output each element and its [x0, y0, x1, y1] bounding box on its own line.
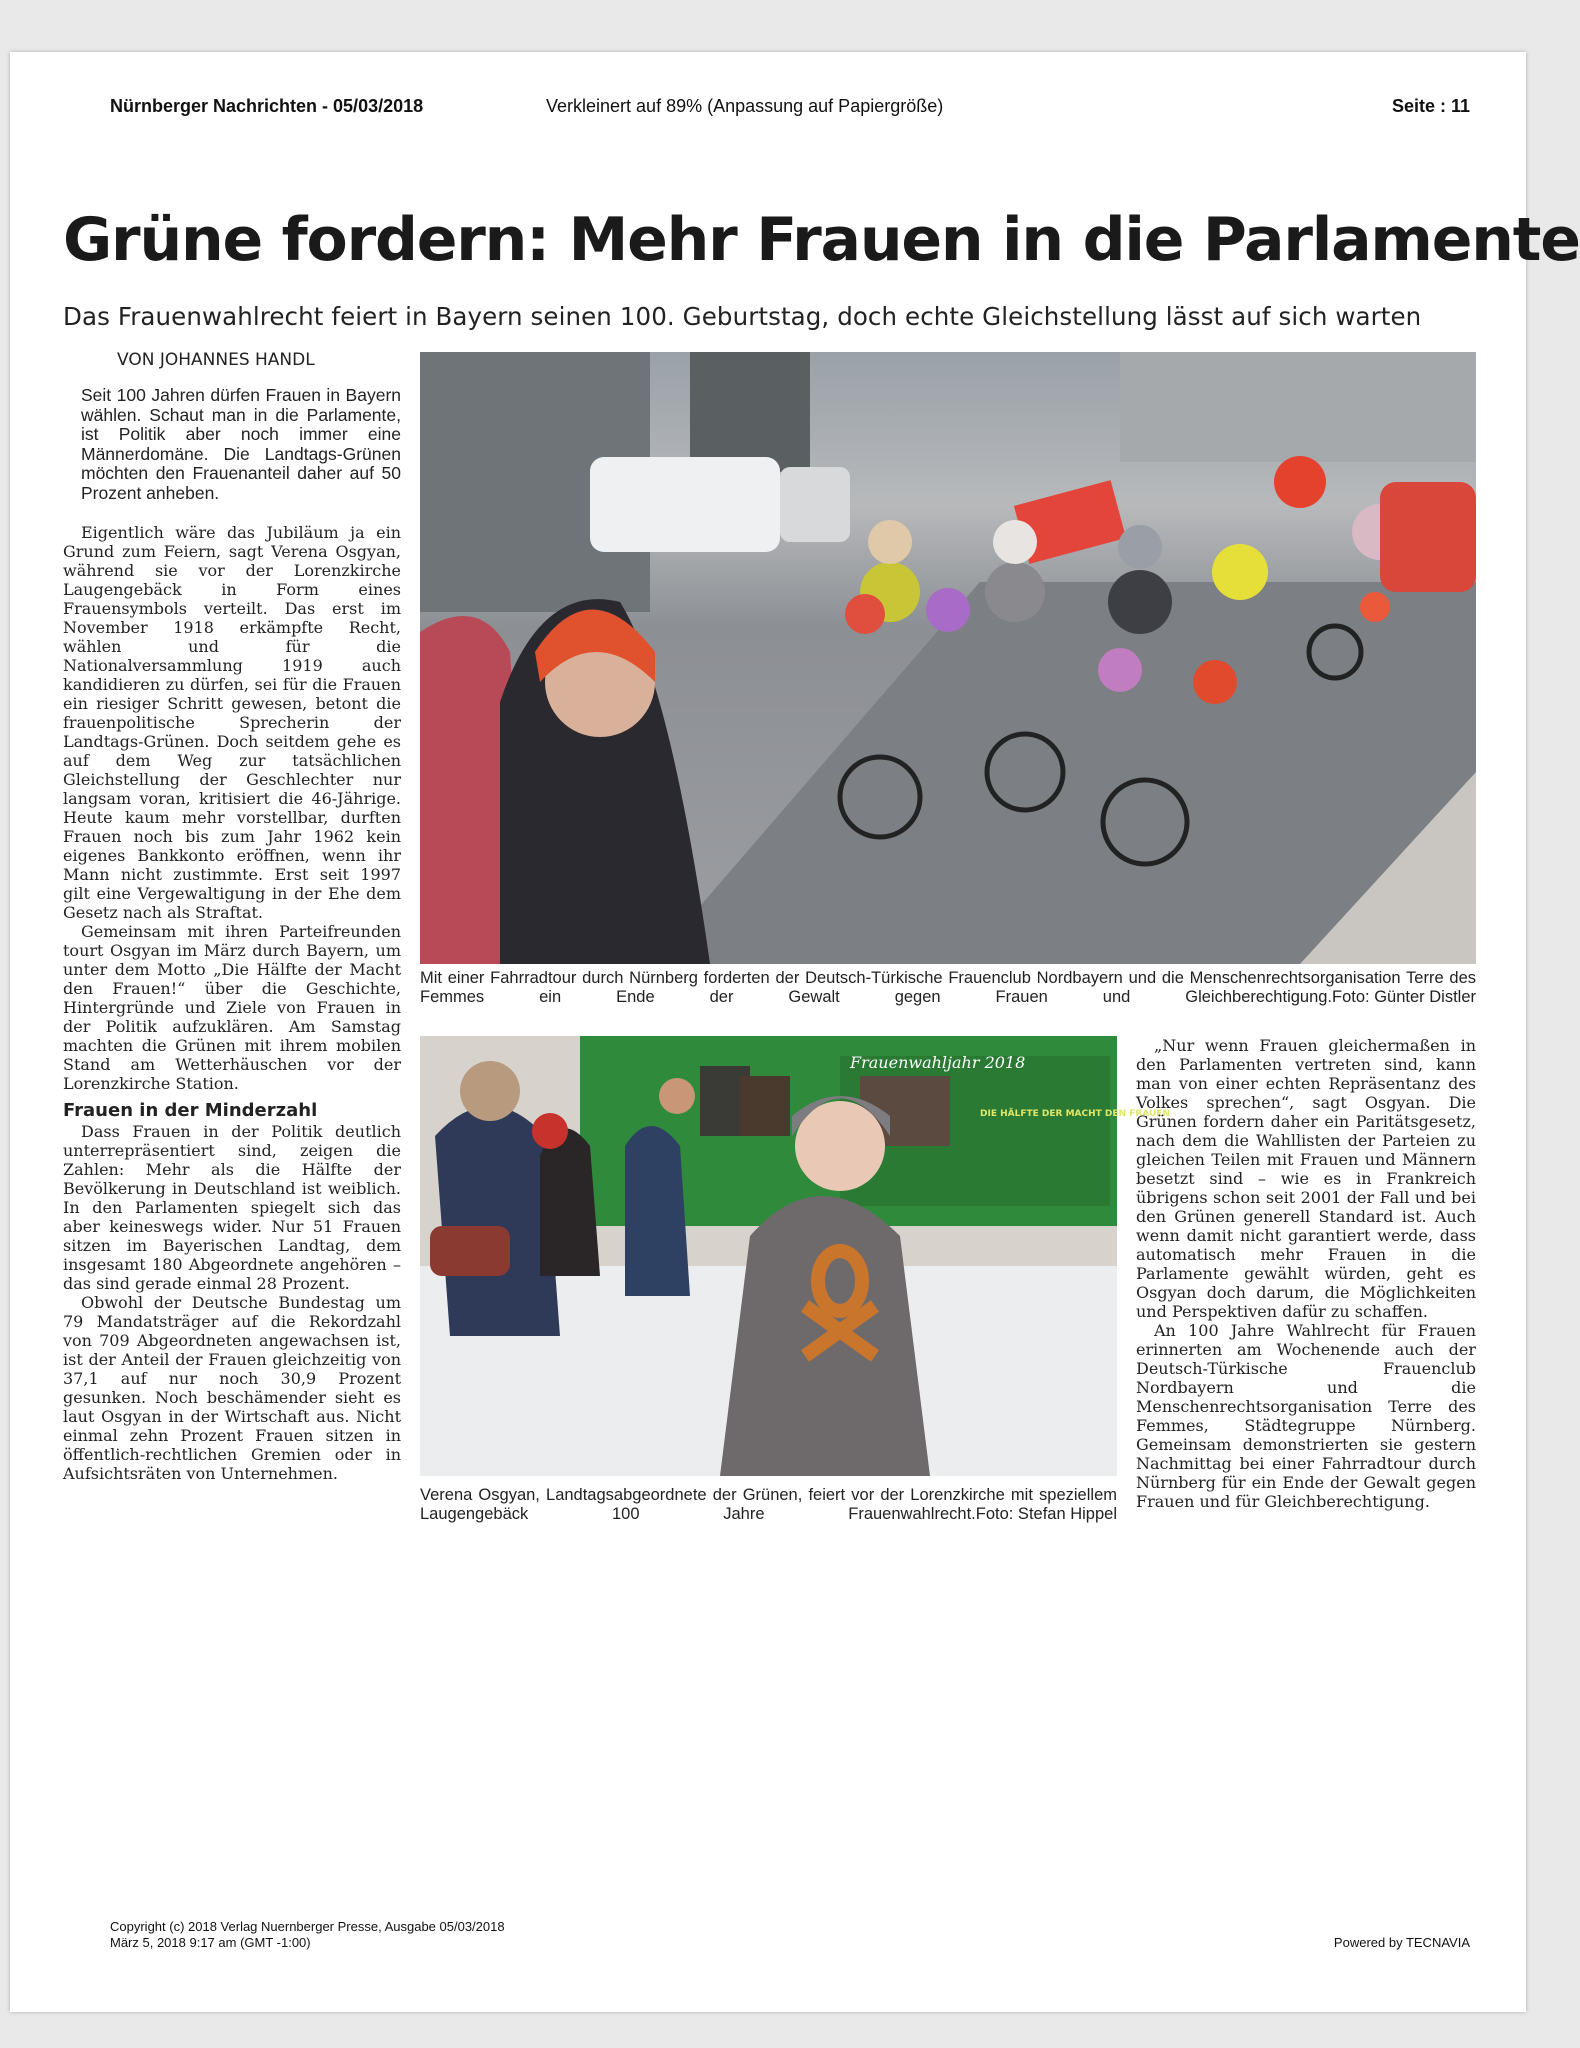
- left-column: [63, 386, 401, 1483]
- osgyan-photo: [420, 1036, 1170, 1476]
- right-column: [1136, 1036, 1476, 1511]
- section-subheading: Frauen in der Minderzahl: [63, 1100, 318, 1121]
- booth-sign: Frauenwahljahr 2018: [850, 1053, 1026, 1072]
- body-paragraph: „Nur wenn Frauen gleichermaßen in den Parlamenten vertreten sind, kann man von einer echten Repräsentanz des Volkes sprechen“, sagt Osgyan. Die Grünen fordern daher ein Paritätsgesetz, nach dem die Wahllisten der Parteien zu gleichen Teilen mit Frauen und Männern besetzt sind – wie es in Frankreich übrigens schon seit 2001 der Fall und bei den Grünen generell Standard ist. Auch wenn damit nicht garantiert werde, dass automatisch mehr Frauen in die Parlamente gewählt würden, geht es Osgyan doch darum, die Möglichkeiten und Perspektiven dafür zu schaffen.: [1136, 1036, 1476, 1321]
- footer-copyright: [110, 1919, 505, 1951]
- cycling-tour-illustration: [420, 352, 1476, 964]
- headline: Grüne fordern: Mehr Frauen in die Parlamente: [63, 205, 1580, 275]
- body-paragraph: Eigentlich wäre das Jubiläum ja ein Grund zum Feiern, sagt Verena Osgyan, während sie vor der Lorenzkirche Laugengebäck in Form eines Frauensymbols verteilt. Das erst im November 1918 erkämpfte Recht, wählen und für die Nationalversammlung 1919 auch kandidieren zu dürfen, sei für die Frauen ein riesiger Schritt gewesen, betont die frauenpolitische Sprecherin der Landtags-Grünen. Doch seitdem gehe es auf dem Weg zur tatsächlichen Gleichstellung der Geschlechter nur langsam voran, kritisiert die 46-Jährige. Heute kaum mehr vorstellbar, durften Frauen noch bis zum Jahr 1962 kein eigenes Bankkonto eröffnen, wenn ihr Mann nicht zustimmte. Erst seit 1997 gilt eine Vergewaltigung in der Ehe dem Gesetz nach als Straftat.: [63, 523, 401, 922]
- powered-by: Powered by TECNAVIA: [1333, 1935, 1470, 1950]
- byline: VON JOHANNES HANDL: [117, 350, 315, 370]
- photo1-caption: [420, 969, 1476, 1007]
- copyright-text: Copyright (c) 2018 Verlag Nuernberger Presse, Ausgabe 05/03/2018: [110, 1919, 505, 1934]
- body-paragraph: Gemeinsam mit ihren Parteifreunden tourt Osgyan im März durch Bayern, um unter dem Motto „Die Hälfte der Macht den Frauen!“ über die Geschichte, Hintergründe und Ziele von Frauen in der Politik aufzuklären. Am Samstag machten die Grünen mit ihrem mobilen Stand am Wetterhäuschen vor der Lorenzkirche Station.: [63, 922, 401, 1093]
- photo2-credit: Foto: Stefan Hippel: [975, 1505, 1117, 1523]
- lead-paragraph: Seit 100 Jahren dürfen Frauen in Bayern wählen. Schaut man in die Parlamente, ist Politik aber noch immer eine Männerdomäne. Die Landtags-Grünen möchten den Frauenanteil daher auf 50 Prozent anheben.: [81, 385, 401, 503]
- timestamp-text: März 5, 2018 9:17 am (GMT -1:00): [110, 1935, 311, 1950]
- booth-banner: DIE HÄLFTE DER MACHT DEN FRAUEN: [980, 1109, 1170, 1119]
- page-number: Seite : 11: [1391, 96, 1470, 116]
- photo2-caption: [420, 1486, 1117, 1524]
- cycling-tour-photo: [420, 352, 1476, 964]
- body-paragraph: Obwohl der Deutsche Bundestag um 79 Mandatsträger auf die Rekordzahl von 709 Abgeordneten angewachsen ist, ist der Anteil der Frauen gleichzeitig von 37,1 auf nur noch 30,9 Prozent gesunken. Noch beschämender sieht es laut Osgyan in der Wirtschaft aus. Nicht einmal zehn Prozent Frauen sitzen in öffentlich-rechtlichen Gremien oder in Aufsichtsräten von Unternehmen.: [63, 1293, 401, 1483]
- photo1-caption-text: Mit einer Fahrradtour durch Nürnberg forderten der Deutsch-Türkische Frauenclub Nordbayern und die Menschenrechtsorganisation Terre des Femmes ein Ende der Gewalt gegen Frauen und Gleichberechtigung.: [420, 969, 1476, 1006]
- photo1-credit: Foto: Günter Distler: [1332, 988, 1476, 1006]
- publication-name: Nürnberger Nachrichten - 05/03/2018: [110, 96, 424, 116]
- osgyan-illustration: [420, 1036, 1170, 1476]
- subheadline: Das Frauenwahlrecht feiert in Bayern seinen 100. Geburtstag, doch echte Gleichstellung lässt auf sich warten: [63, 302, 1422, 331]
- body-paragraph: Dass Frauen in der Politik deutlich unterrepräsentiert sind, zeigen die Zahlen: Mehr als die Hälfte der Bevölkerung in Deutschland ist weiblich. In den Parlamenten spiegelt sich das aber keineswegs wider. Nur 51 Frauen sitzen im Bayerischen Landtag, dem insgesamt 180 Abgeordnete angehören – das sind gerade einmal 28 Prozent.: [63, 1122, 401, 1293]
- body-paragraph: An 100 Jahre Wahlrecht für Frauen erinnerten am Wochenende auch der Deutsch-Türkische Frauenclub Nordbayern und die Menschenrechtsorganisation Terre des Femmes, Städtegruppe Nürnberg. Gemeinsam demonstrierten sie gestern Nachmittag bei einer Fahrradtour durch Nürnberg für ein Ende der Gewalt gegen Frauen und für Gleichberechtigung.: [1136, 1321, 1476, 1511]
- scale-note: Verkleinert auf 89% (Anpassung auf Papiergröße): [546, 96, 944, 116]
- photo2-caption-text: Verena Osgyan, Landtagsabgeordnete der Grünen, feiert vor der Lorenzkirche mit speziellem Laugengebäck 100 Jahre Frauenwahlrecht.: [420, 1486, 1117, 1523]
